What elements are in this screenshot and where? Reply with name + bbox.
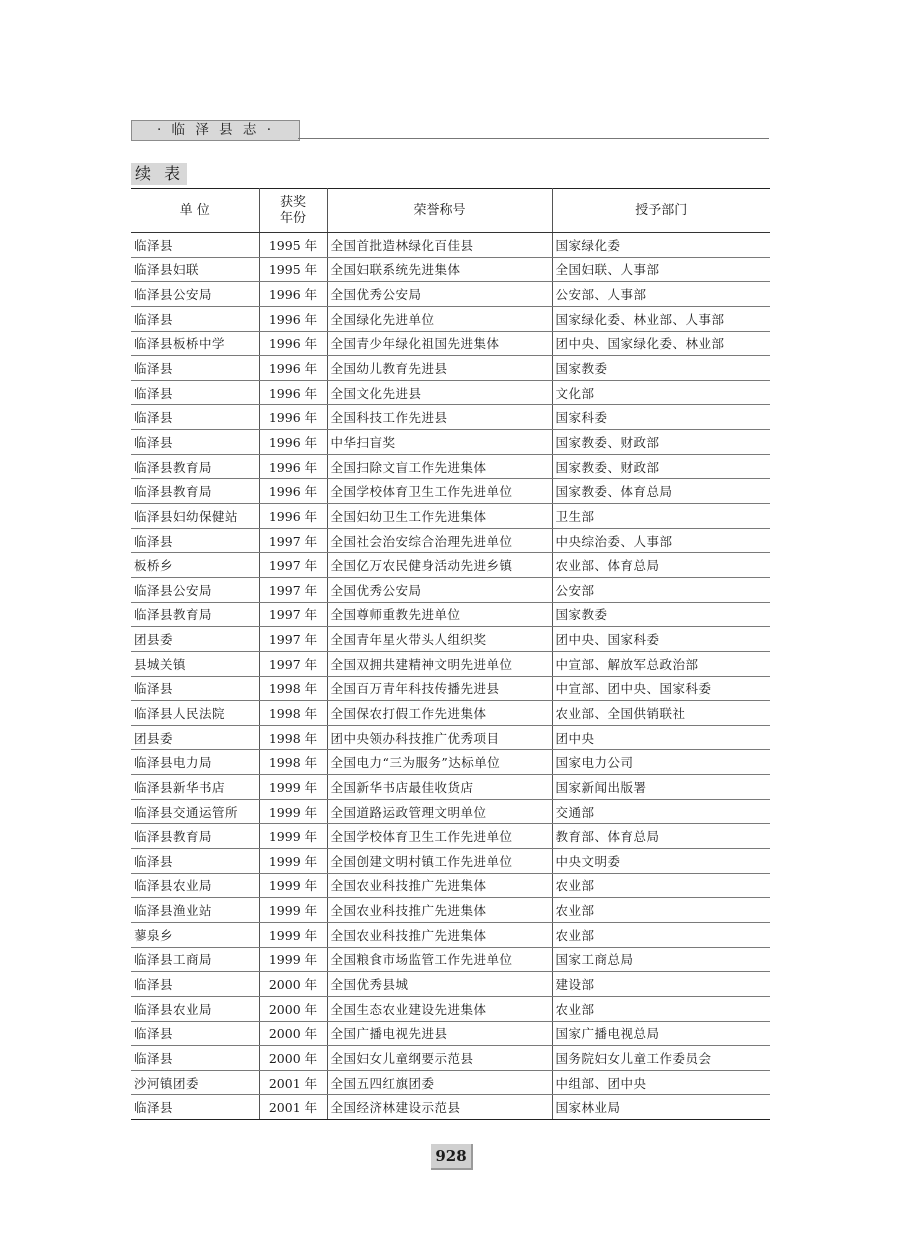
honor-cell: 全国妇联系统先进集体 bbox=[327, 257, 552, 282]
department-cell: 中宣部、解放军总政治部 bbox=[552, 651, 770, 676]
honor-cell: 全国新华书店最佳收货店 bbox=[327, 775, 552, 800]
unit-cell: 临泽县 bbox=[131, 849, 259, 874]
unit-cell: 临泽县渔业站 bbox=[131, 898, 259, 923]
table-row bbox=[131, 356, 770, 381]
honor-cell: 全国经济林建设示范县 bbox=[327, 1095, 552, 1120]
year-cell: 1999 年 bbox=[259, 824, 327, 849]
department-cell: 国家林业局 bbox=[552, 1095, 770, 1120]
unit-cell: 临泽县妇联 bbox=[131, 257, 259, 282]
table-row bbox=[131, 750, 770, 775]
year-cell: 1996 年 bbox=[259, 356, 327, 381]
year-cell: 1997 年 bbox=[259, 602, 327, 627]
table-row bbox=[131, 922, 770, 947]
year-cell: 1999 年 bbox=[259, 898, 327, 923]
table-row bbox=[131, 331, 770, 356]
year-cell: 1998 年 bbox=[259, 725, 327, 750]
table-row bbox=[131, 553, 770, 578]
unit-cell: 临泽县 bbox=[131, 233, 259, 258]
department-cell: 文化部 bbox=[552, 380, 770, 405]
header-rule bbox=[298, 138, 769, 139]
honor-cell: 全国科技工作先进县 bbox=[327, 405, 552, 430]
table-row bbox=[131, 577, 770, 602]
unit-cell: 临泽县教育局 bbox=[131, 824, 259, 849]
honor-cell: 全国道路运政管理文明单位 bbox=[327, 799, 552, 824]
year-cell: 2000 年 bbox=[259, 972, 327, 997]
year-cell: 1997 年 bbox=[259, 577, 327, 602]
honor-cell: 全国五四红旗团委 bbox=[327, 1070, 552, 1095]
department-cell: 国家教委、财政部 bbox=[552, 454, 770, 479]
page-number: 928 bbox=[431, 1144, 473, 1170]
column-header-unit: 单 位 bbox=[131, 189, 259, 233]
department-cell: 国家电力公司 bbox=[552, 750, 770, 775]
table-row bbox=[131, 873, 770, 898]
department-cell: 农业部 bbox=[552, 898, 770, 923]
column-header-department: 授予部门 bbox=[552, 189, 770, 233]
honor-cell: 全国农业科技推广先进集体 bbox=[327, 922, 552, 947]
year-cell: 2001 年 bbox=[259, 1095, 327, 1120]
year-cell: 1999 年 bbox=[259, 849, 327, 874]
table-row bbox=[131, 898, 770, 923]
year-cell: 1996 年 bbox=[259, 331, 327, 356]
table-row bbox=[131, 282, 770, 307]
year-cell: 1997 年 bbox=[259, 528, 327, 553]
department-cell: 国家绿化委、林业部、人事部 bbox=[552, 306, 770, 331]
unit-cell: 临泽县人民法院 bbox=[131, 701, 259, 726]
unit-cell: 临泽县 bbox=[131, 356, 259, 381]
year-cell: 1997 年 bbox=[259, 553, 327, 578]
department-cell: 国家科委 bbox=[552, 405, 770, 430]
honor-cell: 全国社会治安综合治理先进单位 bbox=[327, 528, 552, 553]
honor-cell: 全国绿化先进单位 bbox=[327, 306, 552, 331]
unit-cell: 临泽县 bbox=[131, 676, 259, 701]
honors-table bbox=[131, 188, 770, 1120]
unit-cell: 临泽县教育局 bbox=[131, 479, 259, 504]
table-row bbox=[131, 1095, 770, 1120]
year-cell: 1996 年 bbox=[259, 282, 327, 307]
unit-cell: 临泽县教育局 bbox=[131, 454, 259, 479]
honor-cell: 全国创建文明村镇工作先进单位 bbox=[327, 849, 552, 874]
year-cell: 1997 年 bbox=[259, 651, 327, 676]
table-row bbox=[131, 479, 770, 504]
table-row bbox=[131, 627, 770, 652]
honor-cell: 全国粮食市场监管工作先进单位 bbox=[327, 947, 552, 972]
unit-cell: 临泽县妇幼保健站 bbox=[131, 504, 259, 529]
table-row bbox=[131, 701, 770, 726]
honor-cell: 全国首批造林绿化百佳县 bbox=[327, 233, 552, 258]
year-cell: 1999 年 bbox=[259, 922, 327, 947]
honor-cell: 全国电力“三为服务”达标单位 bbox=[327, 750, 552, 775]
department-cell: 中宣部、团中央、国家科委 bbox=[552, 676, 770, 701]
honor-cell: 全国学校体育卫生工作先进单位 bbox=[327, 479, 552, 504]
unit-cell: 临泽县新华书店 bbox=[131, 775, 259, 800]
unit-cell: 临泽县交通运管所 bbox=[131, 799, 259, 824]
table-body bbox=[131, 233, 770, 1120]
table-row bbox=[131, 1021, 770, 1046]
table-header-row bbox=[131, 189, 770, 233]
department-cell: 国家教委、财政部 bbox=[552, 430, 770, 455]
table-row bbox=[131, 1070, 770, 1095]
department-cell: 农业部 bbox=[552, 873, 770, 898]
department-cell: 国家教委、体育总局 bbox=[552, 479, 770, 504]
unit-cell: 临泽县 bbox=[131, 972, 259, 997]
department-cell: 建设部 bbox=[552, 972, 770, 997]
year-cell: 1996 年 bbox=[259, 504, 327, 529]
year-cell: 1999 年 bbox=[259, 947, 327, 972]
department-cell: 交通部 bbox=[552, 799, 770, 824]
department-cell: 国家新闻出版署 bbox=[552, 775, 770, 800]
year-cell: 2000 年 bbox=[259, 1046, 327, 1071]
table-row bbox=[131, 454, 770, 479]
unit-cell: 临泽县 bbox=[131, 405, 259, 430]
table-row bbox=[131, 799, 770, 824]
department-cell: 中央综治委、人事部 bbox=[552, 528, 770, 553]
department-cell: 中央文明委 bbox=[552, 849, 770, 874]
honor-cell: 全国亿万农民健身活动先进乡镇 bbox=[327, 553, 552, 578]
year-cell: 1999 年 bbox=[259, 775, 327, 800]
department-cell: 团中央、国家科委 bbox=[552, 627, 770, 652]
department-cell: 国家绿化委 bbox=[552, 233, 770, 258]
table-row bbox=[131, 725, 770, 750]
year-cell: 1996 年 bbox=[259, 479, 327, 504]
department-cell: 国家广播电视总局 bbox=[552, 1021, 770, 1046]
honor-cell: 全国优秀公安局 bbox=[327, 577, 552, 602]
table-row bbox=[131, 405, 770, 430]
honor-cell: 全国幼儿教育先进县 bbox=[327, 356, 552, 381]
department-cell: 公安部 bbox=[552, 577, 770, 602]
honor-cell: 全国农业科技推广先进集体 bbox=[327, 873, 552, 898]
year-cell: 2000 年 bbox=[259, 996, 327, 1021]
unit-cell: 临泽县公安局 bbox=[131, 282, 259, 307]
unit-cell: 临泽县教育局 bbox=[131, 602, 259, 627]
honor-cell: 全国优秀公安局 bbox=[327, 282, 552, 307]
year-cell: 2000 年 bbox=[259, 1021, 327, 1046]
honor-cell: 全国扫除文盲工作先进集体 bbox=[327, 454, 552, 479]
department-cell: 卫生部 bbox=[552, 504, 770, 529]
unit-cell: 沙河镇团委 bbox=[131, 1070, 259, 1095]
column-header-honor: 荣誉称号 bbox=[327, 189, 552, 233]
honor-cell: 全国广播电视先进县 bbox=[327, 1021, 552, 1046]
department-cell: 国家教委 bbox=[552, 356, 770, 381]
running-header: · 临 泽 县 志 · bbox=[131, 120, 300, 141]
year-cell: 1996 年 bbox=[259, 454, 327, 479]
honor-cell: 全国妇幼卫生工作先进集体 bbox=[327, 504, 552, 529]
table-row bbox=[131, 430, 770, 455]
table-row bbox=[131, 528, 770, 553]
table-row bbox=[131, 380, 770, 405]
unit-cell: 临泽县公安局 bbox=[131, 577, 259, 602]
table-row bbox=[131, 233, 770, 258]
unit-cell: 临泽县农业局 bbox=[131, 996, 259, 1021]
honor-cell: 中华扫盲奖 bbox=[327, 430, 552, 455]
unit-cell: 县城关镇 bbox=[131, 651, 259, 676]
department-cell: 团中央 bbox=[552, 725, 770, 750]
honor-cell: 全国青年星火带头人组织奖 bbox=[327, 627, 552, 652]
unit-cell: 临泽县农业局 bbox=[131, 873, 259, 898]
department-cell: 团中央、国家绿化委、林业部 bbox=[552, 331, 770, 356]
year-cell: 1998 年 bbox=[259, 701, 327, 726]
unit-cell: 临泽县 bbox=[131, 306, 259, 331]
unit-cell: 板桥乡 bbox=[131, 553, 259, 578]
table-row bbox=[131, 849, 770, 874]
table-row bbox=[131, 676, 770, 701]
honor-cell: 全国文化先进县 bbox=[327, 380, 552, 405]
year-cell: 1998 年 bbox=[259, 750, 327, 775]
honor-cell: 全国学校体育卫生工作先进单位 bbox=[327, 824, 552, 849]
department-cell: 国务院妇女儿童工作委员会 bbox=[552, 1046, 770, 1071]
unit-cell: 团县委 bbox=[131, 725, 259, 750]
department-cell: 全国妇联、人事部 bbox=[552, 257, 770, 282]
year-cell: 1996 年 bbox=[259, 405, 327, 430]
table-row bbox=[131, 775, 770, 800]
department-cell: 中组部、团中央 bbox=[552, 1070, 770, 1095]
honor-cell: 全国农业科技推广先进集体 bbox=[327, 898, 552, 923]
unit-cell: 临泽县板桥中学 bbox=[131, 331, 259, 356]
honor-cell: 全国优秀县城 bbox=[327, 972, 552, 997]
department-cell: 农业部 bbox=[552, 996, 770, 1021]
year-cell: 1998 年 bbox=[259, 676, 327, 701]
unit-cell: 临泽县电力局 bbox=[131, 750, 259, 775]
unit-cell: 临泽县 bbox=[131, 1046, 259, 1071]
honor-cell: 全国双拥共建精神文明先进单位 bbox=[327, 651, 552, 676]
table-row bbox=[131, 651, 770, 676]
unit-cell: 临泽县 bbox=[131, 1021, 259, 1046]
honor-cell: 全国保农打假工作先进集体 bbox=[327, 701, 552, 726]
department-cell: 国家工商总局 bbox=[552, 947, 770, 972]
continued-label: 续 表 bbox=[131, 163, 187, 185]
department-cell: 教育部、体育总局 bbox=[552, 824, 770, 849]
unit-cell: 临泽县工商局 bbox=[131, 947, 259, 972]
unit-cell: 临泽县 bbox=[131, 1095, 259, 1120]
table-row bbox=[131, 824, 770, 849]
column-header-year: 获奖 年份 bbox=[259, 189, 327, 233]
table-row bbox=[131, 306, 770, 331]
year-cell: 1999 年 bbox=[259, 799, 327, 824]
year-cell: 1995 年 bbox=[259, 233, 327, 258]
year-cell: 1996 年 bbox=[259, 380, 327, 405]
table-row bbox=[131, 972, 770, 997]
department-cell: 农业部、体育总局 bbox=[552, 553, 770, 578]
table-row bbox=[131, 504, 770, 529]
year-cell: 1996 年 bbox=[259, 306, 327, 331]
department-cell: 农业部、全国供销联社 bbox=[552, 701, 770, 726]
year-cell: 1997 年 bbox=[259, 627, 327, 652]
unit-cell: 蓼泉乡 bbox=[131, 922, 259, 947]
year-cell: 1996 年 bbox=[259, 430, 327, 455]
honor-cell: 团中央领办科技推广优秀项目 bbox=[327, 725, 552, 750]
year-cell: 1999 年 bbox=[259, 873, 327, 898]
honor-cell: 全国生态农业建设先进集体 bbox=[327, 996, 552, 1021]
unit-cell: 临泽县 bbox=[131, 528, 259, 553]
unit-cell: 临泽县 bbox=[131, 380, 259, 405]
unit-cell: 团县委 bbox=[131, 627, 259, 652]
honor-cell: 全国百万青年科技传播先进县 bbox=[327, 676, 552, 701]
table-row bbox=[131, 257, 770, 282]
table-row bbox=[131, 947, 770, 972]
year-cell: 2001 年 bbox=[259, 1070, 327, 1095]
year-cell: 1995 年 bbox=[259, 257, 327, 282]
honor-cell: 全国妇女儿童纲要示范县 bbox=[327, 1046, 552, 1071]
unit-cell: 临泽县 bbox=[131, 430, 259, 455]
department-cell: 公安部、人事部 bbox=[552, 282, 770, 307]
table-row bbox=[131, 602, 770, 627]
table-row bbox=[131, 1046, 770, 1071]
department-cell: 农业部 bbox=[552, 922, 770, 947]
department-cell: 国家教委 bbox=[552, 602, 770, 627]
table-row bbox=[131, 996, 770, 1021]
honor-cell: 全国青少年绿化祖国先进集体 bbox=[327, 331, 552, 356]
honor-cell: 全国尊师重教先进单位 bbox=[327, 602, 552, 627]
